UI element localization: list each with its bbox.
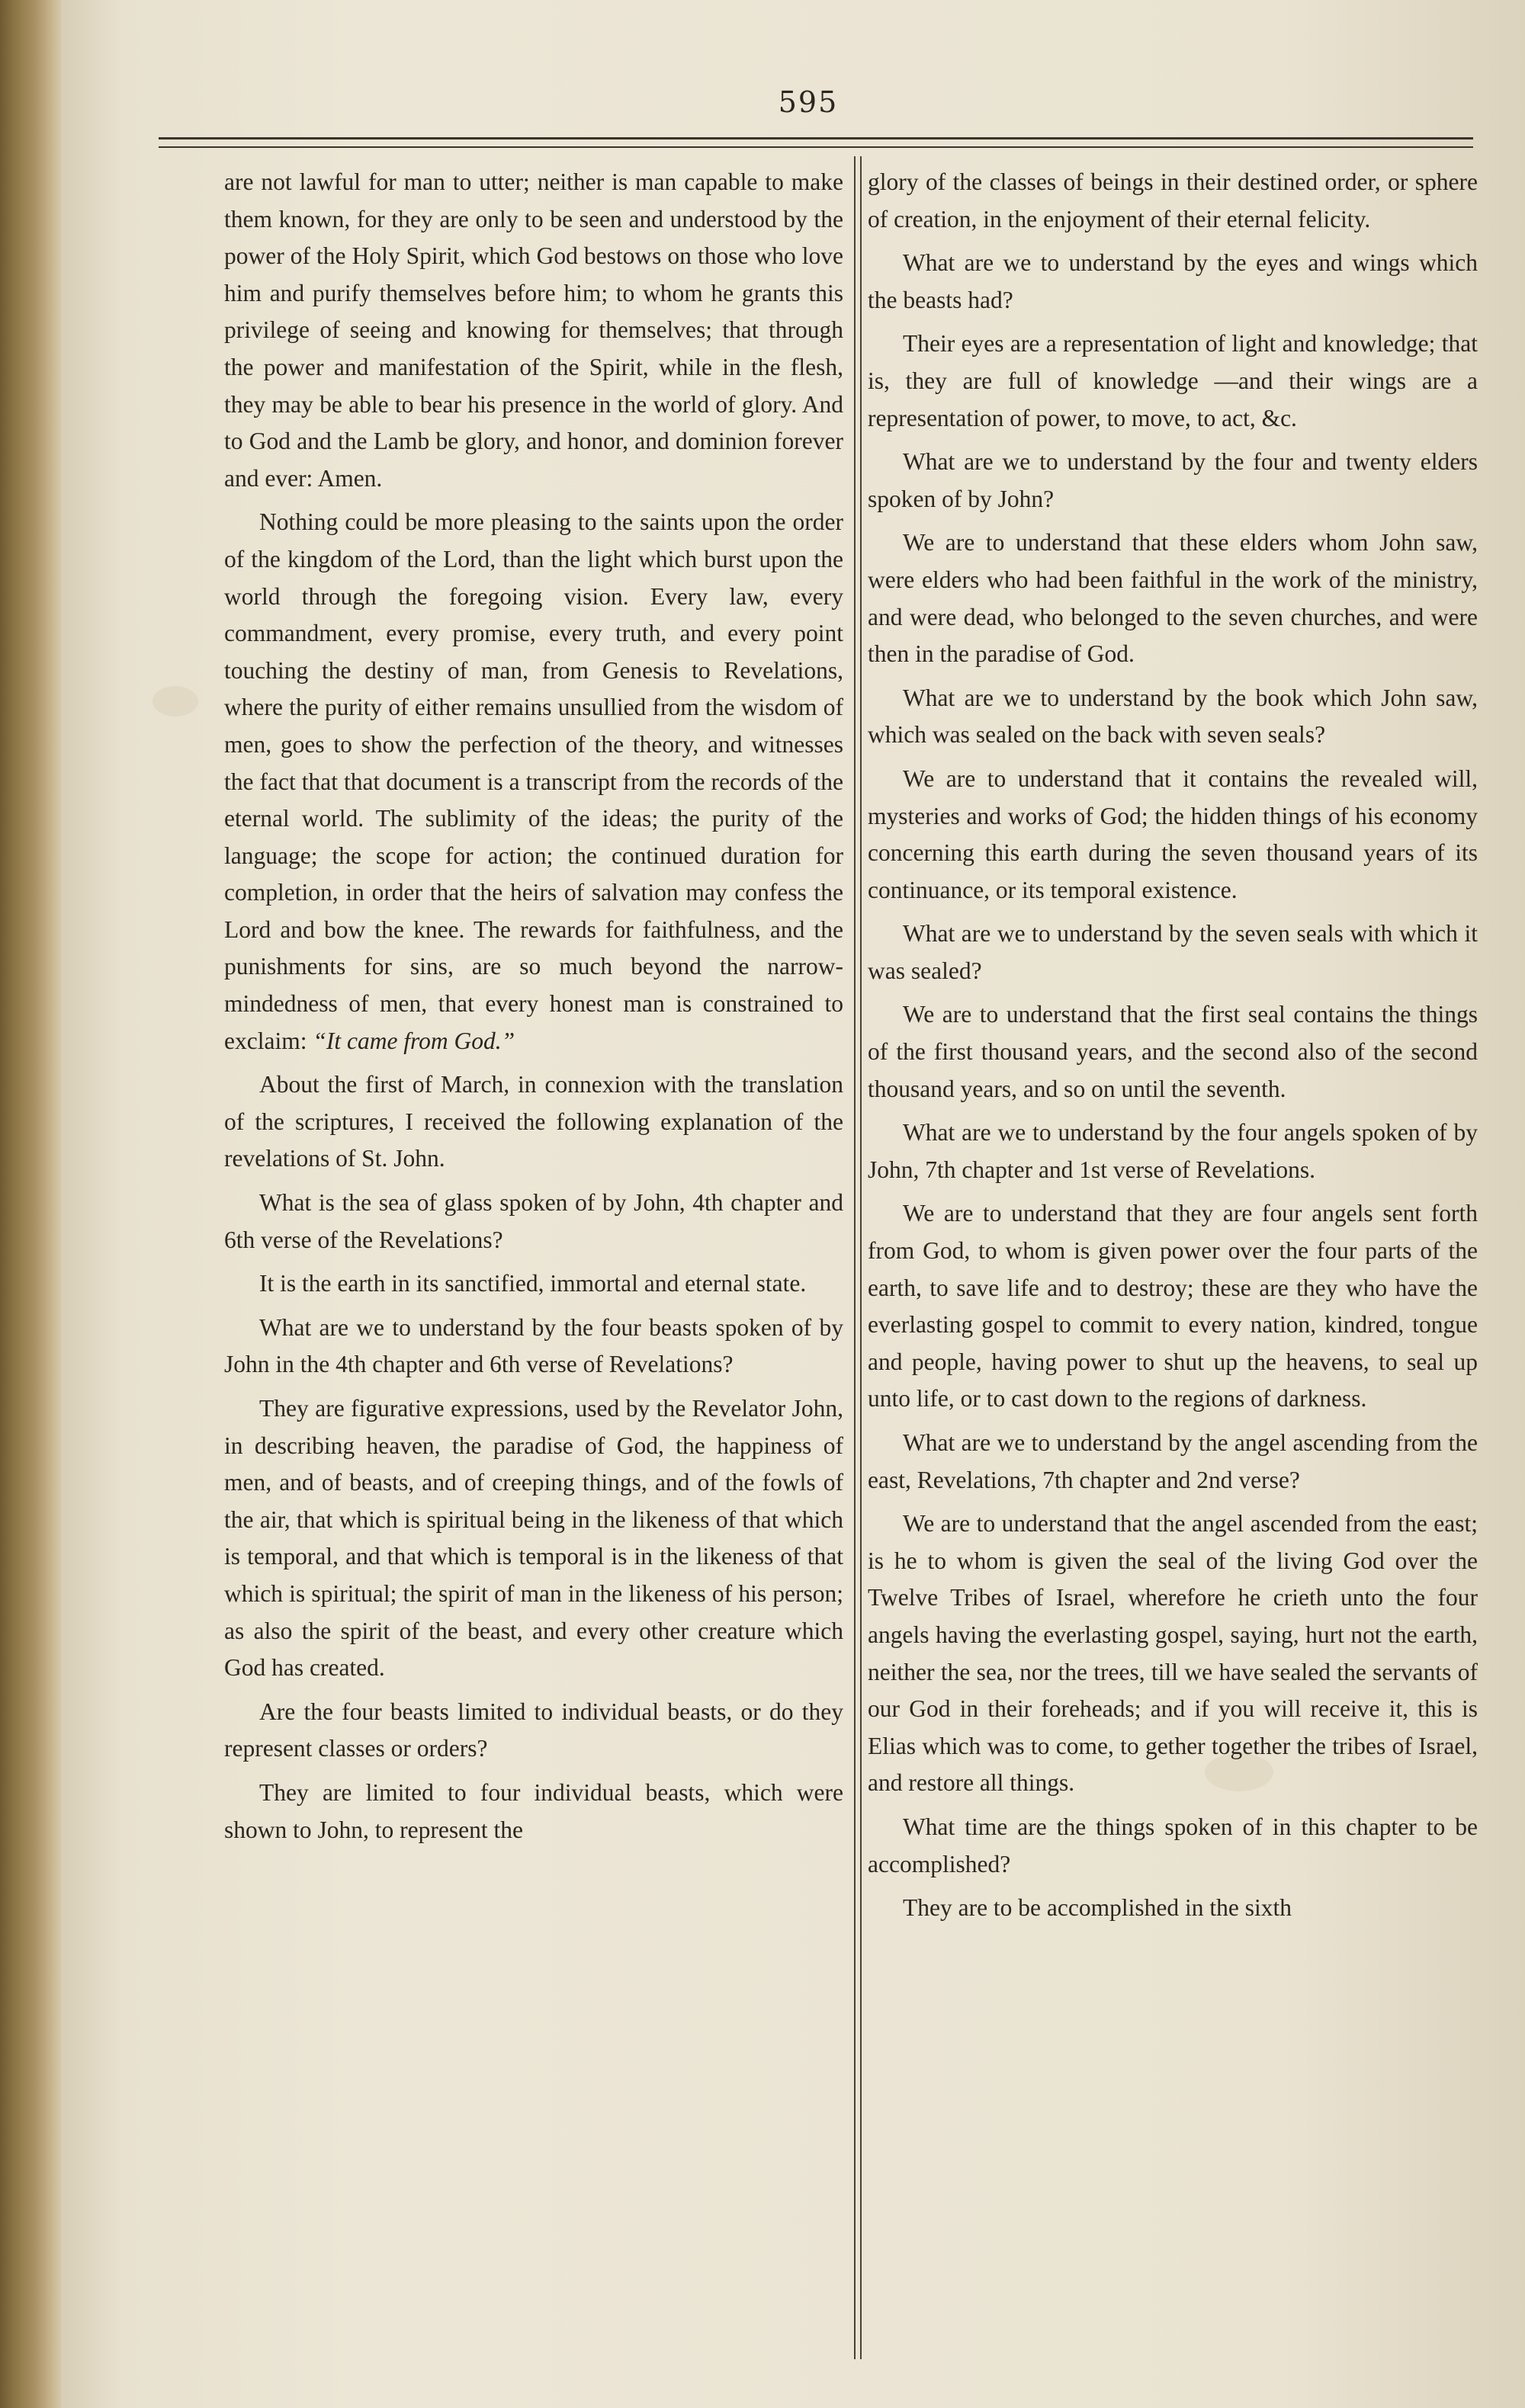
- question: What is the sea of glass spoken of by John, 4th chapter and 6th verse of the Revelations?: [224, 1189, 843, 1253]
- question: What are we to understand by the book which John saw, which was sealed on the back with seven seals?: [868, 684, 1478, 749]
- answer: We are to understand that these elders whom John saw, were elders who had been faithful in the work of the ministry, and were dead, who belonged to the seven churches, and were then in the paradise of God.: [868, 529, 1478, 668]
- paragraph: About the first of March, in connexion with the translation of the scriptures, I received the following explanation of the revelations of St. John.: [224, 1071, 843, 1172]
- answer: We are to understand that the first seal contains the things of the first thousand years, and the second also of the second thousand years, and so on until the seventh.: [868, 1001, 1478, 1102]
- right-column: [868, 164, 1478, 2374]
- answer: We are to understand that they are four angels sent forth from God, to whom is given power over the four parts of the earth, to save life and to destroy; these are they who have the everlasting gospel to commit to every nation, kindred, tongue and people, having power to shut up the heavens, to seal up unto life, or to cast down to the regions of darkness.: [868, 1200, 1478, 1412]
- question: What are we to understand by the four and twenty elders spoken of by John?: [868, 448, 1478, 512]
- answer: They are figurative expressions, used by the Revelator John, in describing heaven, the paradise of God, the happiness of men, and of beasts, and of creeping things, and of the fowls of the air, that which is spiritual being in the likeness of that which is temporal, and that which is temporal is in the likeness of that which is spiritual; the spirit of man in the likeness of his person; as also the spirit of the beast, and every other creature which God has created.: [224, 1395, 843, 1682]
- question: What are we to understand by the four angels spoken of by John, 7th chapter and 1st verse of Revelations.: [868, 1119, 1478, 1183]
- paragraph: glory of the classes of beings in their destined order, or sphere of creation, in the enjoyment of their eternal felicity.: [868, 168, 1478, 232]
- answer: They are to be accomplished in the sixth: [903, 1894, 1292, 1922]
- header-rule-thin: [159, 146, 1473, 148]
- page-number: 595: [778, 85, 839, 119]
- paragraph: are not lawful for man to utter; neither is man capable to make them known, for they are only to be seen and understood by the power of the Holy Spirit, which God bestows on those who love him and purify themselves before him; to whom he grants this privilege of seeing and knowing for themselves; that through the power and manifestation of the Spirit, while in the flesh, they may be able to bear his presence in the world of glory. And to God and the Lamb be glory, and honor, and dominion forever and ever: Amen.: [224, 168, 843, 492]
- paragraph: [224, 504, 843, 1060]
- answer: Their eyes are a representation of light and knowledge; that is, they are full of knowledge —and their wings are a representation of power, to move, to act, &c.: [868, 330, 1478, 431]
- question: Are the four beasts limited to individual beasts, or do they represent classes or orders?: [224, 1698, 843, 1762]
- question: What time are the things spoken of in this chapter to be accomplished?: [868, 1813, 1478, 1877]
- question: What are we to understand by the seven seals with which it was sealed?: [868, 920, 1478, 984]
- column-divider-double: [860, 156, 862, 2359]
- paragraph-text: Nothing could be more pleasing to the saints upon the order of the kingdom of the Lord, than the light which burst upon the world through the foregoing vision. Every law, every commandment, every promise, every truth, and every point touching the destiny of man, from Genesis to Revelations, where the purity of either remains unsullied from the wisdom of men, goes to show the perfection of the theory, and witnesses the fact that that document is a transcript from the records of the eternal world. The sublimity of the ideas; the purity of the language; the scope for action; the continued duration for completion, in order that the heirs of salvation may confess the Lord and bow the knee. The rewards for faithfulness, and the punishments for sins, are so much beyond the narrow-mindedness of men, that every honest man is constrained to exclaim:: [224, 508, 843, 1054]
- left-column: [224, 164, 843, 2374]
- header-rule: [159, 137, 1473, 139]
- answer: They are limited to four individual beasts, which were shown to John, to represent the: [224, 1778, 843, 1843]
- exclamation-quote: “It came from God.”: [313, 1027, 515, 1054]
- answer: We are to understand that the angel ascended from the east; is he to whom is given the seal of the living God over the Twelve Tribes of Israel, wherefore he crieth unto the four angels having the everlasting gospel, saying, hurt not the earth, neither the sea, nor the trees, till we have sealed the servants of our God in their foreheads; and if you will receive it, this is Elias which was to come, to gether together the tribes of Israel, and restore all things.: [868, 1510, 1478, 1797]
- book-binding-edge: [0, 0, 61, 2408]
- paper-stain: [152, 686, 198, 717]
- answer: We are to understand that it contains the revealed will, mysteries and works of God; the hidden things of his economy concerning this earth during the seven thousand years of its continuance, or its temporal existence.: [868, 765, 1478, 903]
- question: What are we to understand by the four beasts spoken of by John in the 4th chapter and 6th verse of Revelations?: [224, 1313, 843, 1378]
- answer: It is the earth in its sanctified, immortal and eternal state.: [259, 1270, 807, 1297]
- question: What are we to understand by the eyes and wings which the beasts had?: [868, 249, 1478, 313]
- question: What are we to understand by the angel ascending from the east, Revelations, 7th chapter and 2nd verse?: [868, 1429, 1478, 1493]
- column-divider: [854, 156, 856, 2359]
